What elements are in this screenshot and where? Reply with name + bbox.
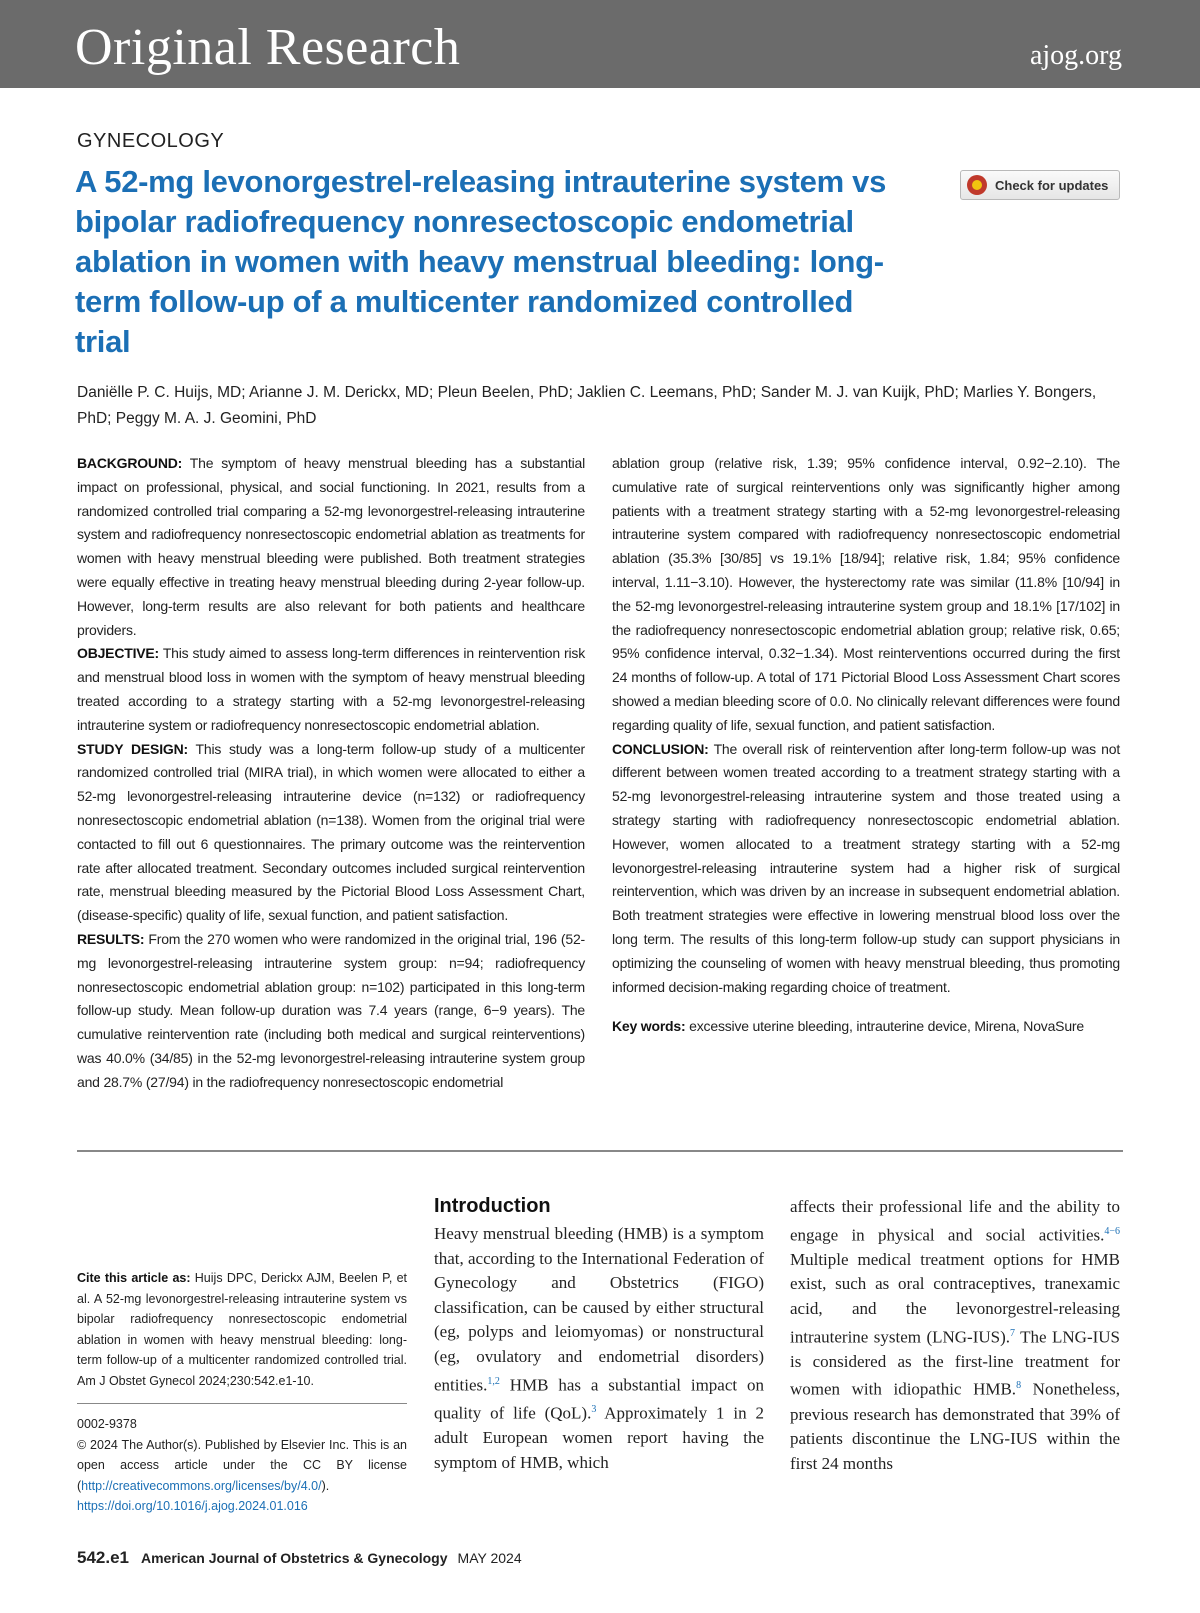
citation-heading: Cite this article as: [77,1271,191,1285]
keywords-heading: Key words: [612,1018,686,1035]
abstract-results [77,928,585,1095]
abstract-conclusion [612,738,1120,1000]
page-footer [77,1548,522,1568]
reference-link[interactable]: 7 [1010,1327,1016,1339]
citation-text: Huijs DPC, Derickx AJM, Beelen P, et al. A 52-mg levonorgestrel-releasing intrauterine system vs bipolar radiofrequency nonresectoscopic endometrial ablation in women with heavy menstrual bleeding: long-term follow-up of a multicenter randomized controlled trial. Am J Obstet Gynecol 2024;230:542.e1-10. [77,1271,407,1388]
results-heading: RESULTS: [77,930,145,947]
design-text: This study was a long-term follow-up study of a multicenter randomized controlled trial (MIRA trial), in which women were allocated to either a 52-mg levonorgestrel-releasing intrauterine device (n=132) or radiofrequency nonresectoscopic endometrial ablation (n=138). Women from the original trial were contacted to fill out 6 questionnaires. The primary outcome was the reintervention rate after allocated treatment. Secondary outcomes included surgical reintervention rate, menstrual bleeding measured by the Pictorial Blood Loss Assessment Chart, (disease-specific) quality of life, sexual function, and patient satisfaction. [77,740,585,924]
abstract-study-design [77,738,585,928]
intro-text: HMB has a substantial impact on quality of life (QoL). [434,1375,764,1423]
license-link[interactable]: http://creativecommons.org/licenses/by/4.0/ [81,1478,322,1493]
reference-link[interactable]: 8 [1016,1380,1022,1392]
check-for-updates-label: Check for updates [995,177,1109,193]
license-text: © 2024 The Author(s). Published by Elsevier Inc. This is an open access article under the CC BY license ( [77,1437,407,1493]
abstract-keywords [612,1015,1120,1039]
article-title: A 52-mg levonorgestrel-releasing intrauterine system vs bipolar radiofrequency nonresectoscopic endometrial ablation in women with heavy menstrual bleeding: long-term follow-up of a multicenter randomized controlled trial [75,164,887,359]
journal-name: American Journal of Obstetrics & Gynecology [141,1550,448,1566]
intro-text: Multiple medical treatment options for HMB exist, such as oral contraceptives, tranexamic acid, and the levonorgestrel-releasing intrauterine system (LNG-IUS). [790,1249,1120,1347]
abstract-divider [77,1150,1123,1152]
design-heading: STUDY DESIGN: [77,740,188,757]
results-text-left: From the 270 women who were randomized in the original trial, 196 (52-mg levonorgestrel-releasing intrauterine system group: n=94; radiofrequency nonresectoscopic endometrial ablation group: n=102) participated in this long-term follow-up study. Mean follow-up duration was 7.4 years (range, 6−9 years). The cumulative reintervention rate (including both medical and surgical reinterventions) was 40.0% (34/85) in the 52-mg levonorgestrel-releasing intrauterine system group and 28.7% (27/94) in the radiofrequency nonresectoscopic endometrial [77,930,585,1090]
conclusion-text: The overall risk of reintervention after long-term follow-up was not different between women treated according to a treatment strategy starting with a 52-mg levonorgestrel-releasing intrauterine system and those treated using a strategy starting with radiofrequency nonresectoscopic endometrial ablation. However, women allocated to a treatment strategy starting with a 52-mg levonorgestrel-releasing intrauterine system had a higher risk of surgical reintervention, which was driven by an increase in subsequent endometrial ablation. Both treatment strategies were effective in lowering menstrual blood loss over the long term. The results of this long-term follow-up study can support physicians in optimizing the counseling of women with heavy menstrual bleeding, thus promoting informed decision-making regarding choice of treatment. [612,740,1121,995]
citation [77,1268,407,1391]
citation-box [77,1268,407,1517]
site-link[interactable]: ajog.org [1029,40,1122,71]
crossmark-icon [967,175,987,195]
background-heading: BACKGROUND: [77,455,183,471]
abstract-left-column [77,452,585,1095]
intro-text: affects their professional life and the ability to engage in physical and social activities. [790,1197,1120,1245]
abstract-right-column [612,452,1120,1039]
introduction-heading: Introduction [434,1195,551,1217]
author-list: Daniëlle P. C. Huijs, MD; Arianne J. M. Derickx, MD; Pleun Beelen, PhD; Jaklien C. Leemans, PhD; Sander M. J. van Kuijk, PhD; Marlies Y. Bongers, PhD; Peggy M. A. J. Geomini, PhD [77,384,1097,427]
section-label: GYNECOLOGY [77,130,225,152]
banner-title: Original Research [75,19,461,76]
header-banner [0,0,1200,88]
objective-heading: OBJECTIVE: [77,645,160,662]
page-number: 542.e1 [77,1548,129,1567]
intro-left-column [434,1222,764,1475]
issn: 0002-9378 [77,1417,137,1431]
intro-text: Approximately 1 in 2 adult European women report having the symptom of HMB, which [434,1403,764,1472]
reference-link[interactable]: 1,2 [487,1375,500,1387]
intro-text: Nonetheless, previous research has demonstrated that 39% of patients discontinue the LNG-IUS within the first 24 months [790,1380,1121,1473]
reference-link[interactable]: 4−6 [1104,1225,1120,1237]
license [77,1435,407,1517]
abstract-objective [77,642,585,737]
objective-text: This study aimed to assess long-term differences in reintervention risk and menstrual blood loss in women with the symptom of heavy menstrual bleeding treated according to a strategy starting with a 52-mg levonorgestrel-releasing intrauterine system or radiofrequency nonresectoscopic endometrial ablation. [77,645,585,733]
intro-right-column [790,1195,1120,1477]
conclusion-heading: CONCLUSION: [612,740,709,757]
license-end: ). [321,1478,330,1493]
intro-text: Heavy menstrual bleeding (HMB) is a symptom that, according to the International Federation of Gynecology and Obstetrics (FIGO) classification, can be caused by either structural (eg, polyps and leiomyomas) or nonstructural (eg, ovulatory and endometrial disorders) entities. [434,1224,764,1395]
check-for-updates-button[interactable] [960,170,1120,200]
results-text-right: ablation group (relative risk, 1.39; 95% confidence interval, 0.92−2.10). The cumulative rate of surgical reinterventions only was significantly higher among patients with a treatment strategy starting with a 52-mg levonorgestrel-releasing intrauterine system compared with radiofrequency nonresectoscopic endometrial ablation (35.3% [30/85] vs 19.1% [18/94]; relative risk, 1.84; 95% confidence interval, 1.11−3.10). However, the hysterectomy rate was similar (11.8% [10/94] in the 52-mg levonorgestrel-releasing intrauterine system group and 18.1% [17/102] in the radiofrequency nonresectoscopic endometrial ablation group; relative risk, 0.65; 95% confidence interval, 0.32−1.34). Most reinterventions occurred during the first 24 months of follow-up. A total of 171 Pictorial Blood Loss Assessment Chart scores showed a median bleeding score of 0.0. No clinically relevant differences were found regarding quality of life, sexual function, and patient satisfaction. [612,455,1120,733]
reference-link[interactable]: 3 [591,1403,597,1415]
intro-text: The LNG-IUS is considered as the first-line treatment for women with idiopathic HMB. [790,1327,1120,1400]
abstract-background [77,452,585,642]
issue-date: MAY 2024 [457,1550,522,1566]
background-text: The symptom of heavy menstrual bleeding has a substantial impact on professional, physical, and social functioning. In 2021, results from a randomized controlled trial comparing a 52-mg levonorgestrel-releasing intrauterine system and radiofrequency nonresectoscopic endometrial ablation as treatments for women with heavy menstrual bleeding were published. Both treatment strategies were equally effective in treating heavy menstrual bleeding during 2-year follow-up. However, long-term results are also relevant for both patients and healthcare providers. [77,455,586,638]
keywords-text: excessive uterine bleeding, intrauterine device, Mirena, NovaSure [689,1018,1084,1035]
doi-link[interactable]: https://doi.org/10.1016/j.ajog.2024.01.016 [77,1499,308,1513]
citation-divider [77,1403,407,1404]
